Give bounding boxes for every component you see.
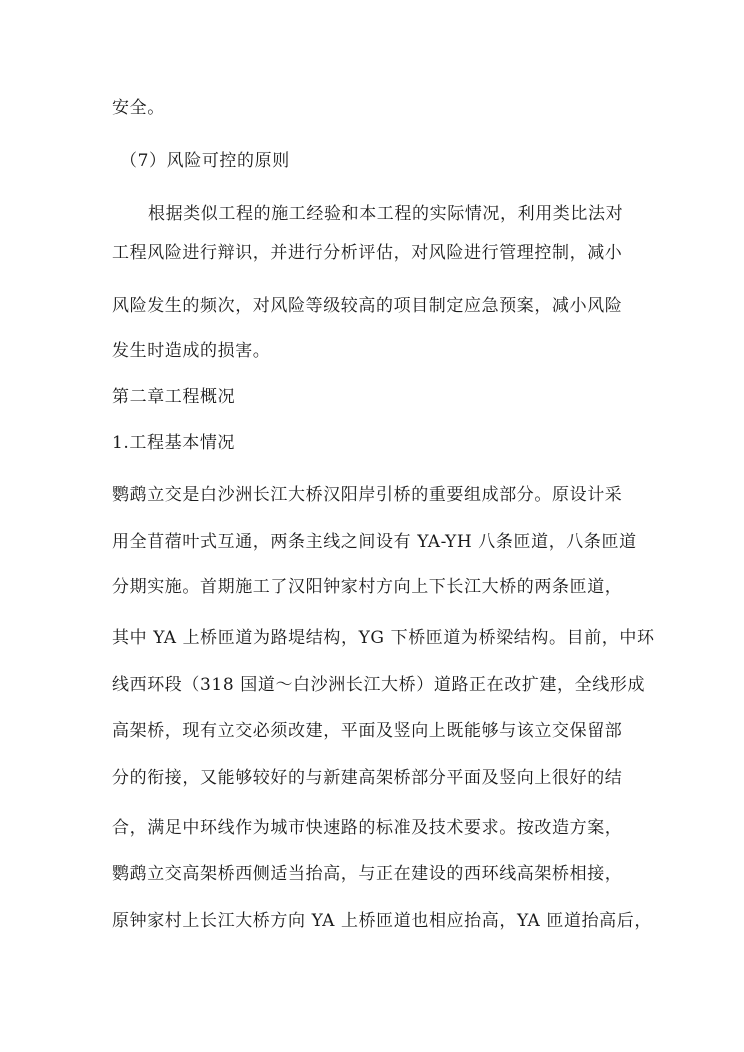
- body-line-8: 合，满足中环线作为城市快速路的标准及技术要求。按改造方案，: [112, 818, 623, 838]
- body-line-3: 分期实施。首期施工了汉阳钟家村方向上下长江大桥的两条匝道，: [112, 577, 623, 597]
- body-line-6: 高架桥，现有立交必须改建，平面及竖向上既能够与该立交保留部: [112, 721, 623, 741]
- paragraph-line-3: 风险发生的频次，对风险等级较高的项目制定应急预案，减小风险: [112, 296, 623, 316]
- chapter-title: 第二章工程概况: [112, 387, 236, 407]
- paragraph-line-2: 工程风险进行辩识，并进行分析评估，对风险进行管理控制，减小: [112, 243, 623, 263]
- body-line-10: 原钟家村上长江大桥方向 YA 上桥匝道也相应抬高，YA 匝道抬高后，: [112, 911, 652, 931]
- body-line-2: 用全苜蓿叶式互通，两条主线之间设有 YA-YH 八条匝道，八条匝道: [112, 532, 637, 552]
- body-line-1: 鹦鹉立交是白沙洲长江大桥汉阳岸引桥的重要组成部分。原设计采: [112, 485, 623, 505]
- section-title-basic-info: 1.工程基本情况: [112, 433, 236, 453]
- section-heading-risk-control: （7）风险可控的原则: [120, 151, 290, 171]
- body-line-7: 分的衔接，又能够较好的与新建高架桥部分平面及竖向上很好的结: [112, 768, 623, 788]
- paragraph-line-4: 发生时造成的损害。: [112, 341, 271, 361]
- body-line-9: 鹦鹉立交高架桥西侧适当抬高，与正在建设的西环线高架桥相接，: [112, 864, 623, 884]
- paragraph-line-1: 根据类似工程的施工经验和本工程的实际情况，利用类比法对: [148, 204, 624, 224]
- body-line-5: 线西环段（318 国道～白沙洲长江大桥）道路正在改扩建，全线形成: [112, 675, 646, 695]
- body-line-4: 其中 YA 上桥匝道为路堤结构，YG 下桥匝道为桥梁结构。目前，中环: [112, 628, 655, 648]
- text-line-1: 安全。: [112, 98, 165, 118]
